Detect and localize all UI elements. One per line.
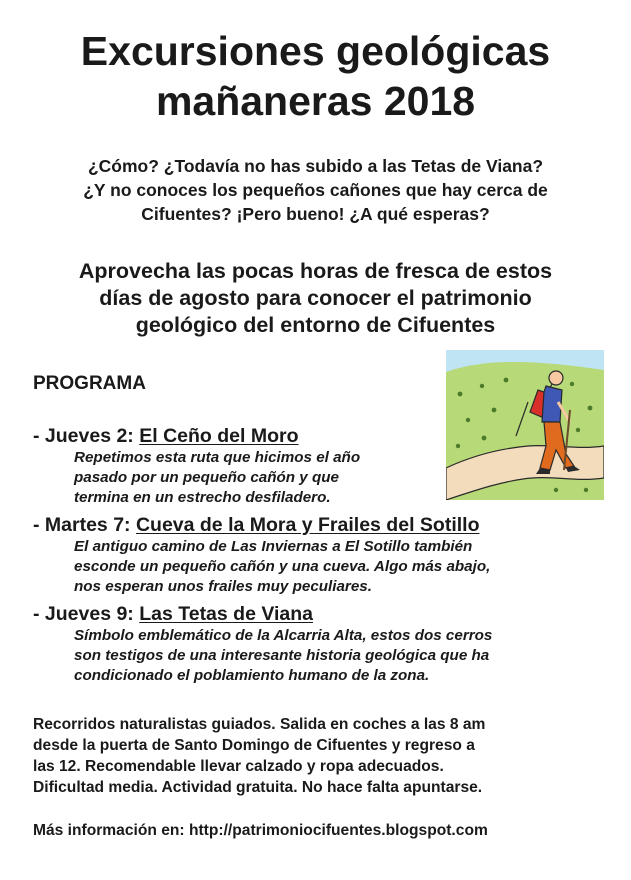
description-line: esconde un pequeño cañón y una cueva. Algo más abajo, [74, 558, 491, 575]
entry-day: - Jueves 2: [33, 425, 134, 447]
details-line: Dificultad media. Actividad gratuita. No hace falta apuntarse. [33, 779, 483, 796]
entry-description [74, 537, 613, 597]
page-title [0, 26, 631, 126]
description-line: El antiguo camino de Las Inviernas a El Sotillo también [74, 538, 473, 555]
program-entry [33, 513, 613, 597]
lead-text [15, 258, 616, 339]
description-line: condicionado el poblamiento humano de la zona. [74, 667, 430, 684]
details-line: Recorridos naturalistas guiados. Salida en coches a las 8 am [33, 716, 486, 733]
entry-heading [33, 424, 613, 448]
intro-line: ¿Cómo? ¿Todavía no has subido a las Tetas de Viana? [87, 156, 544, 176]
entry-day: - Jueves 9: [33, 603, 134, 625]
description-line: termina en un estrecho desfiladero. [74, 489, 331, 506]
lead-line: geológico del entorno de Cifuentes [135, 313, 496, 337]
description-line: nos esperan unos frailes muy peculiares. [74, 578, 372, 595]
lead-line: Aprovecha las pocas horas de fresca de estos [78, 259, 553, 283]
description-line: son testigos de una interesante historia geológica que ha [74, 647, 490, 664]
description-line: Repetimos esta ruta que hicimos el año [74, 449, 361, 466]
lead-line: días de agosto para conocer el patrimonio [99, 286, 532, 310]
entry-day: - Martes 7: [33, 514, 131, 536]
title-line-2: mañaneras 2018 [155, 78, 476, 124]
intro-line: ¿Y no conoces los pequeños cañones que hay cerca de [83, 180, 548, 200]
details-line: las 12. Recomendable llevar calzado y ropa adecuados. [33, 758, 444, 775]
description-line: Símbolo emblemático de la Alcarria Alta, estos dos cerros [74, 627, 493, 644]
activity-details [33, 714, 613, 798]
entry-heading [33, 513, 613, 537]
program-heading: PROGRAMA [33, 373, 146, 394]
intro-text [20, 154, 611, 226]
entry-place: Las Tetas de Viana [139, 603, 314, 625]
entry-place: Cueva de la Mora y Frailes del Sotillo [135, 514, 480, 536]
program-entry [33, 424, 613, 508]
details-line: desde la puerta de Santo Domingo de Cifuentes y regreso a [33, 737, 475, 754]
intro-line: Cifuentes? ¡Pero bueno! ¿A qué esperas? [141, 204, 490, 224]
entry-description [74, 626, 613, 686]
entry-description [74, 448, 613, 508]
more-info: Más información en: http://patrimoniocifuentes.blogspot.com [33, 822, 488, 839]
program-entry [33, 602, 613, 686]
entry-place: El Ceño del Moro [139, 425, 299, 447]
description-line: pasado por un pequeño cañón y que [74, 469, 339, 486]
entry-heading [33, 602, 613, 626]
title-line-1: Excursiones geológicas [80, 28, 551, 74]
